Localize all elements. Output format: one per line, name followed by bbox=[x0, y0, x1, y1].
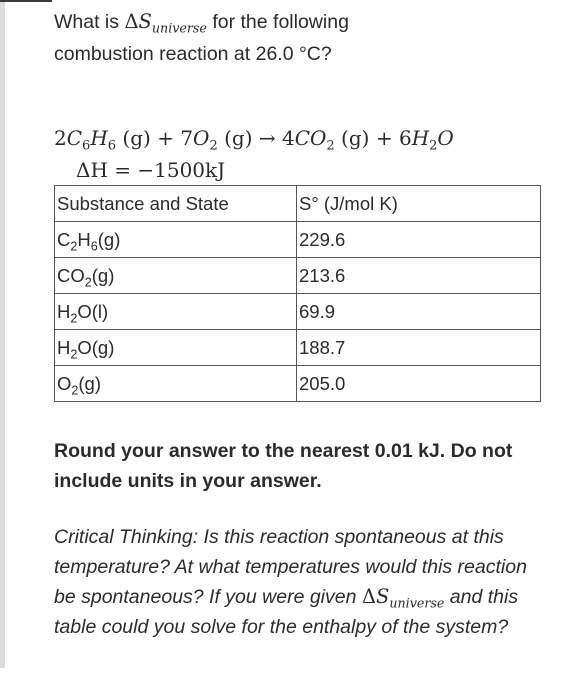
delta-symbol: Δ bbox=[124, 10, 139, 33]
table-row bbox=[55, 330, 541, 366]
entropy-table bbox=[54, 185, 541, 402]
enthalpy-line: ΔH = −1500kJ bbox=[76, 158, 226, 182]
entropy-subscript: universe bbox=[151, 20, 207, 36]
table-row bbox=[55, 294, 541, 330]
question-text bbox=[54, 6, 549, 70]
table-header: S° (J/mol K) bbox=[297, 186, 541, 222]
entropy-value: 213.6 bbox=[297, 258, 541, 294]
left-border bbox=[0, 0, 5, 668]
table-header-row bbox=[55, 186, 541, 222]
question-block bbox=[54, 6, 549, 186]
substance-cell: $H_2O(l)$ bbox=[55, 294, 297, 330]
entropy-subscript: universe bbox=[389, 595, 445, 611]
table-row bbox=[55, 258, 541, 294]
table-row bbox=[55, 222, 541, 258]
top-divider bbox=[0, 0, 52, 2]
table-header: Substance and State bbox=[55, 186, 297, 222]
substance-cell: $O_2(g)$ bbox=[55, 366, 297, 402]
reaction-equation bbox=[54, 122, 549, 186]
question-suffix: for the following bbox=[206, 11, 349, 33]
substance-cell: $H_2O(g)$ bbox=[55, 330, 297, 366]
rounding-instructions: Round your answer to the nearest 0.01 kJ. Do not include units in your answer. bbox=[54, 440, 513, 492]
critical-thinking: Critical Thinking: Is this reaction spontaneous at this temperature? At what temperatures would this reaction be spontaneous? If you were given $\Delta S_{universe}$ and this table could you solve for the enthalpy of the system? bbox=[54, 526, 527, 638]
entropy-value: 205.0 bbox=[297, 366, 541, 402]
entropy-value: 69.9 bbox=[297, 294, 541, 330]
entropy-value: 229.6 bbox=[297, 222, 541, 258]
equation-line: $2C_6H_6$ $(g) + 7O_2$ $(g) \to 4CO_2$ $(g) + 6H_2O$ bbox=[54, 126, 454, 154]
question-line2: combustion reaction at 26.0 °C? bbox=[54, 43, 332, 65]
entropy-symbol: S bbox=[375, 585, 390, 608]
substance-cell: $C_2H_6(g)$ bbox=[55, 222, 297, 258]
substance-cell: $CO_2(g)$ bbox=[55, 258, 297, 294]
table-row bbox=[55, 366, 541, 402]
question-prefix: What is bbox=[54, 11, 125, 33]
entropy-symbol: S bbox=[138, 10, 152, 33]
entropy-value: 188.7 bbox=[297, 330, 541, 366]
delta-symbol: Δ bbox=[361, 585, 376, 608]
